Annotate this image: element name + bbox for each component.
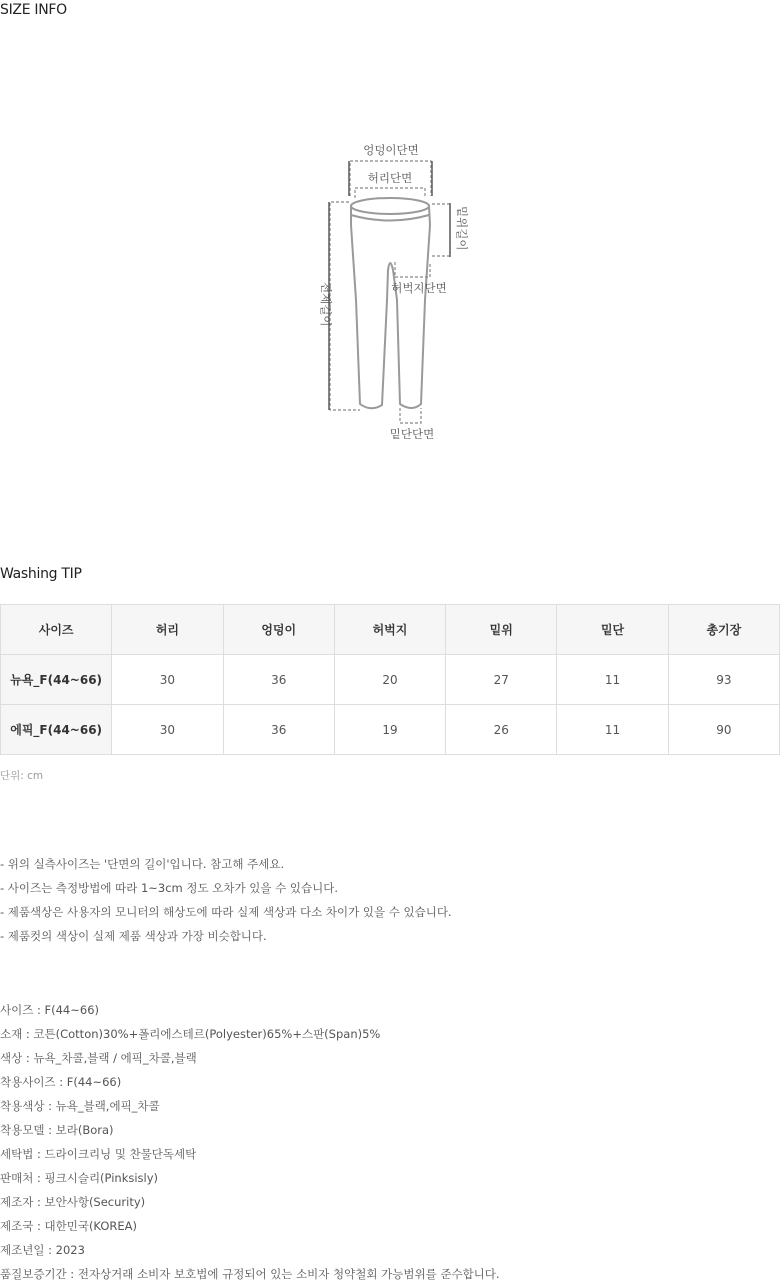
diagram-label-hip: 엉덩이단면 [363, 143, 419, 157]
info-line: 착용모델 : 보라(Bora) [0, 1123, 114, 1137]
diagram-label-waist: 허리단면 [367, 171, 413, 185]
info-line: 착용사이즈 : F(44~66) [0, 1075, 122, 1089]
table-row-size: 에픽_F(44~66) [1, 705, 112, 755]
washing-tip-title: Washing TIP [0, 566, 82, 582]
info-line: 착용색상 : 뉴욕_블랙,에픽_차콜 [0, 1099, 160, 1113]
diagram-label-rise: 밑위길이 [455, 206, 469, 251]
size-notes [0, 852, 452, 948]
table-row [1, 655, 780, 705]
info-line: 색상 : 뉴욕_차콜,블랙 / 에픽_차콜,블랙 [0, 1051, 197, 1065]
product-info [0, 998, 500, 1286]
unit-note: 단위: cm [0, 770, 44, 782]
table-cell: 27 [446, 655, 557, 705]
table-header-cell: 엉덩이 [223, 605, 334, 655]
table-cell: 30 [112, 655, 223, 705]
pants-size-diagram [300, 138, 480, 448]
note-line: - 제품색상은 사용자의 모니터의 해상도에 따라 실제 색상과 다소 차이가 있을 수 있습니다. [0, 905, 452, 919]
table-header-row [1, 605, 780, 655]
table-cell: 19 [334, 705, 445, 755]
diagram-label-hem: 밑단단면 [389, 427, 435, 441]
table-cell: 11 [557, 705, 668, 755]
note-line: - 위의 실측사이즈는 '단면의 길이'입니다. 참고해 주세요. [0, 857, 285, 871]
diagram-label-total-length: 전체길이 [319, 282, 333, 327]
size-info-title: SIZE INFO [0, 2, 67, 18]
table-cell: 36 [223, 655, 334, 705]
info-line: 소재 : 코튼(Cotton)30%+폴리에스테르(Polyester)65%+스판(Span)5% [0, 1027, 381, 1041]
note-line: - 사이즈는 측정방법에 따라 1~3cm 정도 오차가 있을 수 있습니다. [0, 881, 339, 895]
info-line: 사이즈 : F(44~66) [0, 1003, 100, 1017]
info-line: 판매처 : 핑크시슬리(Pinksisly) [0, 1171, 159, 1185]
table-cell: 20 [334, 655, 445, 705]
table-header-cell: 사이즈 [1, 605, 112, 655]
table-cell: 30 [112, 705, 223, 755]
table-header-cell: 밑위 [446, 605, 557, 655]
info-line: 세탁법 : 드라이크리닝 및 찬물단독세탁 [0, 1147, 197, 1161]
table-header-cell: 밑단 [557, 605, 668, 655]
size-table [0, 604, 780, 755]
info-line: 제조국 : 대한민국(KOREA) [0, 1219, 138, 1233]
table-header-cell: 허벅지 [334, 605, 445, 655]
table-header-cell: 총기장 [668, 605, 779, 655]
info-line: 제조년일 : 2023 [0, 1243, 85, 1257]
table-cell: 90 [668, 705, 779, 755]
table-row [1, 705, 780, 755]
table-cell: 26 [446, 705, 557, 755]
table-cell: 93 [668, 655, 779, 705]
table-cell: 11 [557, 655, 668, 705]
table-row-size: 뉴욕_F(44~66) [1, 655, 112, 705]
info-line: 제조자 : 보안사항(Security) [0, 1195, 146, 1209]
info-line: 품질보증기간 : 전자상거래 소비자 보호법에 규정되어 있는 소비자 청약철회 가능범위를 준수합니다. [0, 1267, 500, 1281]
note-line: - 제품컷의 색상이 실제 제품 색상과 가장 비슷합니다. [0, 929, 267, 943]
table-cell: 36 [223, 705, 334, 755]
diagram-label-thigh: 허벅지단면 [391, 281, 447, 295]
pants-diagram [351, 198, 430, 408]
table-header-cell: 허리 [112, 605, 223, 655]
